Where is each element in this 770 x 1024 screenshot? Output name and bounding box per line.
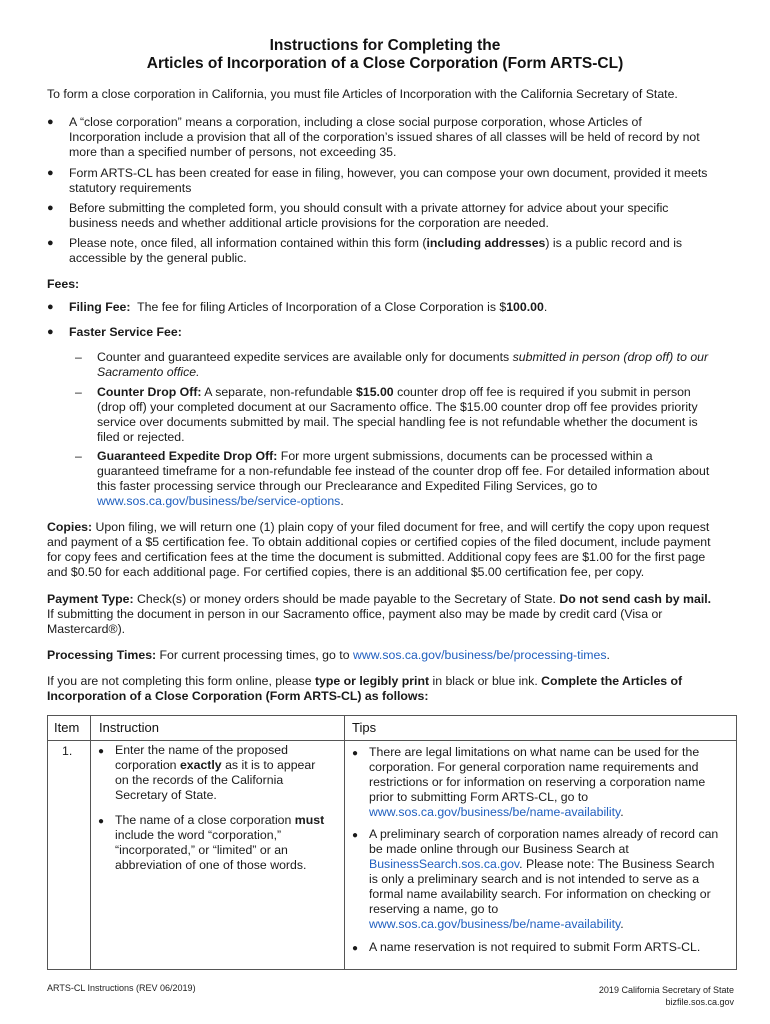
bullet-icon: ● bbox=[47, 326, 54, 338]
text-line bbox=[97, 365, 727, 380]
text-line: reserving a name, go to bbox=[369, 902, 499, 916]
column-header-tips: Tips bbox=[352, 720, 377, 735]
text-line: Before submitting the completed form, you should consult with a private attorney for advice about your specific bbox=[69, 201, 669, 215]
text-line: more than a specified number of persons, not exceeding 35. bbox=[69, 145, 397, 159]
bullet-icon: ● bbox=[47, 116, 54, 128]
page-title-line2: Articles of Incorporation of a Close Corporation (Form ARTS-CL) bbox=[146, 55, 624, 72]
text-line bbox=[115, 813, 340, 828]
bold-span: Faster Service Fee: bbox=[69, 325, 182, 339]
bold-span: $15.00 bbox=[356, 385, 394, 399]
fees-heading bbox=[47, 277, 79, 292]
bold-span: Processing Times: bbox=[47, 648, 157, 662]
filing-fee bbox=[69, 300, 729, 315]
name-availability-link[interactable]: www.sos.ca.gov/business/be/name-availability bbox=[369, 917, 621, 931]
bold-span: including addresses bbox=[426, 236, 546, 250]
text-line bbox=[115, 758, 340, 773]
text-span: Counter and guaranteed expedite services are available only for documents bbox=[97, 350, 513, 364]
text-line bbox=[369, 857, 729, 872]
text-span: ) is a public record and is bbox=[545, 236, 683, 250]
text-line bbox=[97, 350, 727, 365]
text-line: prior to submitting Form ARTS-CL, go to bbox=[369, 790, 589, 804]
business-search-link[interactable]: BusinessSearch.sos.ca.gov bbox=[369, 857, 520, 871]
bold-span: Complete the Articles of bbox=[541, 674, 683, 688]
text-line: and payment of a $5 certification fee. To obtain additional copies or certified copies of the filed document, include payment bbox=[47, 535, 711, 549]
text-line: Form ARTS-CL has been created for ease in filing, however, you can compose your own document, provided it meets bbox=[69, 166, 708, 180]
text-span: as it is to appear bbox=[221, 758, 316, 772]
text-line: business needs and whether additional article provisions for the corporation are needed. bbox=[69, 216, 549, 230]
text-span: . Please note: The Business Search bbox=[519, 857, 715, 871]
text-line bbox=[369, 917, 729, 932]
bullet-icon: ● bbox=[47, 167, 54, 179]
text-span: If you are not completing this form online, please bbox=[47, 674, 315, 688]
column-divider bbox=[90, 716, 91, 969]
text-line: is only a preliminary search and is not intended to serve as a bbox=[369, 872, 700, 886]
bold-span: Do not send cash by mail. bbox=[559, 592, 712, 606]
text-span: . bbox=[606, 648, 610, 662]
footer-form-revision: ARTS-CL Instructions (REV 06/2019) bbox=[47, 983, 196, 993]
text-line: be made online through our Business Search at bbox=[369, 842, 629, 856]
text-line: and $0.50 for each additional page. For certified copies, there is an additional $5.00 certification fee, per copy. bbox=[47, 565, 645, 579]
text-line bbox=[47, 592, 737, 607]
dash-item-counter-drop-off bbox=[97, 385, 727, 445]
footer-copyright: 2019 California Secretary of State bbox=[598, 985, 734, 995]
text-line: include the word “corporation,” bbox=[115, 828, 282, 842]
column-header-instruction: Instruction bbox=[99, 720, 159, 735]
bullet-close-corporation bbox=[69, 115, 729, 160]
bold-span: Incorporation of a Close Corporation (Form ARTS-CL) as follows: bbox=[47, 689, 429, 703]
service-options-link[interactable]: www.sos.ca.gov/business/be/service-options bbox=[97, 494, 341, 508]
bullet-icon: ● bbox=[98, 816, 105, 827]
column-header-item: Item bbox=[54, 720, 80, 735]
italic-span: Sacramento office. bbox=[97, 365, 200, 379]
column-divider bbox=[344, 716, 345, 969]
header-divider bbox=[48, 740, 736, 741]
dash-icon: – bbox=[75, 350, 82, 364]
text-span: . bbox=[620, 805, 624, 819]
text-line: this faster processing service through our Preclearance and Expedited Filing Services, go to bbox=[97, 479, 598, 493]
text-line: on the records of the California bbox=[115, 773, 284, 787]
text-line: statutory requirements bbox=[69, 181, 192, 195]
bold-span: must bbox=[294, 813, 325, 827]
bullet-icon: ● bbox=[352, 748, 359, 759]
dash-item-guaranteed-expedite bbox=[97, 449, 727, 509]
bullet-icon: ● bbox=[47, 301, 54, 313]
tip-legal-limitations bbox=[369, 745, 729, 820]
text-span: A separate, non-refundable bbox=[201, 385, 357, 399]
name-availability-link[interactable]: www.sos.ca.gov/business/be/name-availability bbox=[369, 805, 621, 819]
bold-span: exactly bbox=[179, 758, 222, 772]
text-span: . bbox=[543, 300, 548, 314]
faster-service-fee bbox=[69, 325, 729, 340]
text-span: counter drop off fee is required if you submit in person bbox=[393, 385, 691, 399]
text-span: corporation bbox=[115, 758, 180, 772]
text-line: A “close corporation” means a corporation, including a close social purpose corporation, whose Articles of bbox=[69, 115, 642, 129]
bold-span: Payment Type: bbox=[47, 592, 134, 606]
bullet-icon: ● bbox=[47, 237, 54, 249]
text-line: There are legal limitations on what name can be used for the bbox=[369, 745, 700, 759]
text-line: filed or rejected. bbox=[97, 430, 185, 444]
text-line bbox=[47, 689, 737, 704]
instruction-name-must-include bbox=[115, 813, 340, 873]
text-line bbox=[97, 449, 727, 464]
text-line: corporation. For general corporation name requirements and bbox=[369, 760, 699, 774]
dash-icon: – bbox=[75, 385, 82, 399]
copies-paragraph bbox=[47, 520, 737, 580]
page-title-line1: Instructions for Completing the bbox=[269, 37, 501, 54]
bold-span: Copies: bbox=[47, 520, 93, 534]
text-span: in black or blue ink. bbox=[429, 674, 542, 688]
bold-span: type or legibly print bbox=[314, 674, 430, 688]
bullet-icon: ● bbox=[47, 202, 54, 214]
processing-paragraph bbox=[47, 648, 737, 663]
dash-item-counter-expedite bbox=[97, 350, 727, 380]
text-line: Incorporation include a provision that all of the corporation’s issued shares of all classes will be held of record by not bbox=[69, 130, 700, 144]
text-line bbox=[47, 674, 737, 689]
tip-preliminary-search bbox=[369, 827, 729, 932]
text-line: If submitting the document in person in our Sacramento office, payment also may be made by credit card (Visa or bbox=[47, 607, 663, 621]
instructions-table bbox=[47, 715, 737, 970]
text-line bbox=[97, 385, 727, 400]
text-line: formal name availability search. For information on checking or bbox=[369, 887, 711, 901]
bold-span: Guaranteed Expedite Drop Off: bbox=[97, 449, 278, 463]
text-span: The fee for filing Articles of Incorporation of a Close Corporation is $ bbox=[137, 300, 507, 314]
text-line: service over documents submitted by mail. The special handling fee is not refundable whether the document is bbox=[97, 415, 698, 429]
text-line: Enter the name of the proposed bbox=[115, 743, 288, 757]
text-span: Please note, once filed, all information contained within this form ( bbox=[69, 236, 427, 250]
bold-span: Filing Fee: bbox=[69, 300, 131, 314]
bullet-icon: ● bbox=[352, 830, 359, 841]
bold-span: Fees: bbox=[47, 277, 80, 291]
text-span: . bbox=[620, 917, 624, 931]
instruction-enter-name bbox=[115, 743, 340, 803]
text-span: . bbox=[340, 494, 344, 508]
dash-icon: – bbox=[75, 449, 82, 463]
text-line bbox=[369, 805, 729, 820]
bold-span: 100.00 bbox=[506, 300, 544, 314]
text-line: A preliminary search of corporation names already of record can bbox=[369, 827, 719, 841]
item-number: 1. bbox=[62, 744, 73, 758]
text-line bbox=[97, 494, 727, 509]
bullet-attorney bbox=[69, 201, 729, 231]
text-line bbox=[69, 236, 729, 251]
text-line: abbreviation of one of those words. bbox=[115, 858, 307, 872]
text-span: The name of a close corporation bbox=[115, 813, 295, 827]
italic-span: submitted in person (drop off) to our bbox=[512, 350, 709, 364]
processing-times-link[interactable]: www.sos.ca.gov/business/be/processing-times bbox=[352, 648, 607, 662]
text-line: restrictions or for information on reserving a corporation name bbox=[369, 775, 706, 789]
bullet-public-record bbox=[69, 236, 729, 266]
bold-span: Counter Drop Off: bbox=[97, 385, 202, 399]
text-span: For more urgent submissions, documents can be processed within a bbox=[277, 449, 653, 463]
payment-paragraph bbox=[47, 592, 737, 637]
text-line: accessible by the general public. bbox=[69, 251, 247, 265]
text-line bbox=[47, 520, 737, 535]
text-line: for copy fees and certification fees at the time the document is submitted. Additional copy fees are $1.00 for the first page bbox=[47, 550, 706, 564]
text-line: Mastercard®). bbox=[47, 622, 126, 636]
text-line: (drop off) your completed document at our Sacramento office. The $15.00 counter drop off fee provides priority bbox=[97, 400, 698, 414]
bullet-icon: ● bbox=[352, 943, 359, 954]
text-span: For current processing times, go to bbox=[156, 648, 353, 662]
text-line: Secretary of State. bbox=[115, 788, 217, 802]
bullet-form-ease bbox=[69, 166, 729, 196]
intro-text: To form a close corporation in California, you must file Articles of Incorporation with the California Secretary of State. bbox=[47, 87, 678, 101]
text-span: Upon filing, we will return one (1) plain copy of your filed document for free, and will certify the copy upon request bbox=[92, 520, 710, 534]
text-span: Check(s) or money orders should be made payable to the Secretary of State. bbox=[133, 592, 560, 606]
text-line: guaranteed timeframe for a non-refundable fee instead of the counter drop off fee. For detailed information about bbox=[97, 464, 710, 478]
bullet-icon: ● bbox=[98, 746, 105, 757]
text-line: “incorporated,” or “limited” or an bbox=[115, 843, 288, 857]
footer-bizfile-link[interactable]: bizfile.sos.ca.gov bbox=[665, 997, 734, 1007]
tip-reservation-not-required: A name reservation is not required to submit Form ARTS-CL. bbox=[369, 940, 701, 954]
online-paragraph bbox=[47, 674, 737, 704]
